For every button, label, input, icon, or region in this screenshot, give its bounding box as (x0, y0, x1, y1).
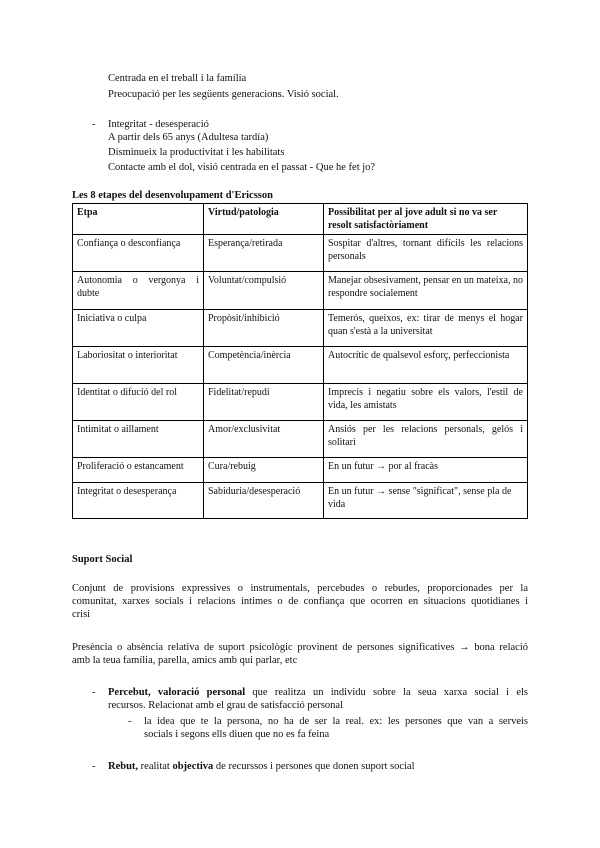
table-row (73, 235, 528, 272)
table-cell: En un futur → por al fracàs (324, 458, 528, 483)
paragraph-line: crisi (72, 609, 91, 620)
table-row (73, 347, 528, 384)
table-cell: Integritat o desesperança (73, 483, 204, 519)
table-cell: Temerós, queixos, ex: tirar de menys el hogar quan s'està a la universitat (324, 310, 528, 347)
paragraph-line: amb la teua família, parella, amics amb qui parlar, etc (72, 655, 298, 666)
rebut-rest: de recurssos i persones que donen suport social (213, 761, 415, 772)
sub-item-line-1: la idea que te la persona, no ha de ser la real. ex: les persones que van a serveis (144, 716, 528, 727)
sub-item-line-2: socials i segons ells diuen que no es fa feina (144, 729, 330, 740)
table-cell: Imprecís i negatiu sobre els valors, l'estil de vida, les amistats (324, 384, 528, 421)
rebut-item (108, 760, 414, 773)
integritat-line-3: Contacte amb el dol, visió centrada en el passat - Que he fet jo? (108, 162, 376, 173)
table-cell: Laboriositat o interioritat (73, 347, 204, 384)
table-cell: Autocrític de qualsevol esforç, perfeccionista (324, 347, 528, 384)
integritat-line-2: Disminueix la productivitat i les habilitats (108, 147, 285, 158)
percebut-line-1 (108, 686, 528, 699)
definition-paragraph (72, 582, 528, 621)
integritat-line-1: A partir dels 65 anys (Adultesa tardía) (108, 132, 269, 143)
table-header-row (73, 204, 528, 235)
table-row (73, 421, 528, 458)
table-cell: Manejar obsesivament, pensar en un mateixa, no respondre socialement (324, 272, 528, 310)
table-cell: Autonomia o vergonya i dubte (73, 272, 204, 310)
table-cell: Sabiduria/desesperació (204, 483, 324, 519)
paragraph-line: Presència o absència relativa de suport psicològic provinent de persones significatives → bona relació (72, 642, 528, 653)
percebut-bold: Percebut, valoració personal (108, 687, 246, 698)
paragraph-line: comunitat, xarxes socials i relacions íntimes o de confiança que ocorren en situacions quotidianes i (72, 596, 528, 607)
percebut-rest: que realitza un individu sobre la seua xarxa social i els (245, 687, 529, 698)
presence-paragraph (72, 641, 528, 667)
table-cell: Confiança o desconfiança (73, 235, 204, 272)
table-cell: Cura/rebuig (204, 458, 324, 483)
sub-list-bullet: - (128, 716, 132, 727)
table-cell: Ansiós per les relacions personals, gelós i solitari (324, 421, 528, 458)
table-cell: Identitat o difució del rol (73, 384, 204, 421)
integritat-title: Integritat - desesperació (108, 119, 209, 130)
table-cell: Proliferació o estancament (73, 458, 204, 483)
table-cell: Iniciativa o culpa (73, 310, 204, 347)
rebut-bold-2: objectiva (172, 761, 214, 772)
header-cell-stage: Etpa (73, 204, 204, 235)
table-row (73, 310, 528, 347)
paragraph-line: Conjunt de provisions expressives o instrumentals, percebudes o rebudes, proporcionades per la (72, 583, 528, 594)
table-cell: Propòsit/inhibició (204, 310, 324, 347)
table-cell: Fidelitat/repudi (204, 384, 324, 421)
percebut-line-2: recursos. Relacionat amb el grau de satisfacció personal (108, 700, 343, 711)
table-cell: Amor/exclusivitat (204, 421, 324, 458)
table-row (73, 483, 528, 519)
header-cell-possibility: Possibilitat per al jove adult si no va ser resolt satisfactòriament (324, 204, 528, 235)
intro-line-2: Preocupació per les següents generacions. Visió social. (108, 89, 339, 100)
rebut-mid: realitat (138, 761, 173, 772)
table-cell: Competència/inèrcia (204, 347, 324, 384)
table-cell: En un futur → sense "significat", sense pla de vida (324, 483, 528, 519)
table-title: Les 8 etapes del desenvolupament d'Ericsson (72, 190, 273, 201)
ericsson-stages-table (72, 203, 528, 519)
table-cell: Voluntat/compulsió (204, 272, 324, 310)
table-cell: Esperança/retirada (204, 235, 324, 272)
table-cell: Sospitar d'altres, tornant difícils les relacions personals (324, 235, 528, 272)
table-cell: Intimitat o aillament (73, 421, 204, 458)
table-row (73, 384, 528, 421)
header-cell-virtue: Virtud/patologia (204, 204, 324, 235)
percebut-item (108, 686, 528, 712)
list-bullet: - (92, 761, 96, 772)
table-row (73, 458, 528, 483)
list-bullet: - (92, 119, 96, 130)
table-row (73, 272, 528, 310)
intro-line-1: Centrada en el treball i la família (108, 73, 247, 84)
list-bullet: - (92, 687, 96, 698)
percebut-sub-item (144, 715, 528, 741)
section-heading: Suport Social (72, 554, 133, 565)
rebut-bold-1: Rebut, (108, 761, 139, 772)
